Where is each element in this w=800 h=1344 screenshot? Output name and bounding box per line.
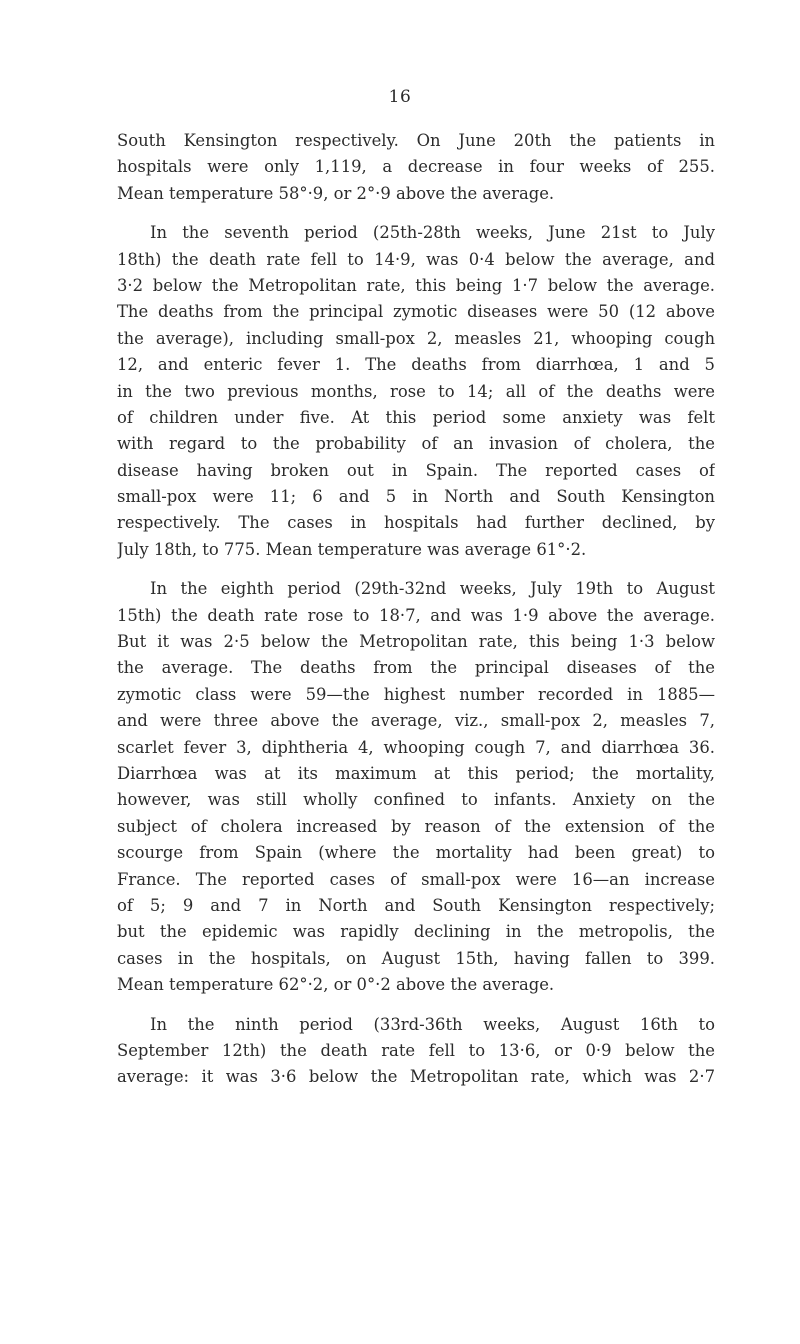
text-line: 3·2 below the Metropolitan rate, this being 1·7 below the average. — [117, 275, 715, 295]
text-line: the average), including small-pox 2, measles 21, whooping cough — [117, 328, 715, 348]
text-line: scarlet fever 3, diphtheria 4, whooping cough 7, and diarrhœa 36. — [117, 737, 715, 757]
text-line: Mean temperature 62°·2, or 0°·2 above the average. — [117, 975, 555, 995]
paragraph-1 — [117, 128, 715, 207]
text-line: In the seventh period (25th-28th weeks, June 21st to July — [150, 223, 715, 243]
text-line: of children under five. At this period some anxiety was felt — [117, 407, 715, 427]
text-line: cases in the hospitals, on August 15th, having fallen to 399. — [117, 948, 715, 968]
text-line: but the epidemic was rapidly declining in the metropolis, the — [117, 922, 715, 942]
text-line: In the eighth period (29th-32nd weeks, July 19th to August — [150, 579, 715, 599]
text-line: subject of cholera increased by reason of the extension of the — [117, 816, 715, 836]
text-line: 15th) the death rate rose to 18·7, and was 1·9 above the average. — [117, 605, 715, 625]
text-line: respectively. The cases in hospitals had further declined, by — [117, 513, 715, 533]
text-line: of 5; 9 and 7 in North and South Kensington respectively; — [117, 895, 715, 915]
text-line: disease having broken out in Spain. The reported cases of — [117, 460, 715, 480]
text-line: with regard to the probability of an invasion of cholera, the — [117, 434, 715, 454]
text-line: In the ninth period (33rd-36th weeks, August 16th to — [150, 1014, 715, 1034]
text-line: September 12th) the death rate fell to 13·6, or 0·9 below the — [117, 1040, 715, 1060]
text-line: 18th) the death rate fell to 14·9, was 0·4 below the average, and — [117, 249, 715, 269]
text-line: Diarrhœa was at its maximum at this period; the mortality, — [117, 763, 715, 783]
text-line: July 18th, to 775. Mean temperature was average 61°·2. — [117, 539, 587, 559]
text-line: scourge from Spain (where the mortality had been great) to — [117, 843, 715, 863]
text-line: South Kensington respectively. On June 20th the patients in — [117, 131, 715, 150]
text-line: small-pox were 11; 6 and 5 in North and South Kensington — [117, 487, 715, 507]
body-text — [117, 128, 715, 1104]
text-line: zymotic class were 59—the highest number recorded in 1885— — [117, 684, 715, 704]
text-line: Mean temperature 58°·9, or 2°·9 above the average. — [117, 183, 555, 203]
paragraph-3 — [117, 576, 715, 998]
text-line: average: it was 3·6 below the Metropolitan rate, which was 2·7 — [117, 1067, 715, 1087]
text-line: But it was 2·5 below the Metropolitan rate, this being 1·3 below — [117, 632, 715, 652]
text-line: however, was still wholly confined to infants. Anxiety on the — [117, 790, 715, 810]
text-line: the average. The deaths from the principal diseases of the — [117, 658, 715, 678]
text-line: 12, and enteric fever 1. The deaths from diarrhœa, 1 and 5 — [117, 355, 715, 375]
text-line: hospitals were only 1,119, a decrease in four weeks of 255. — [117, 157, 715, 177]
paragraph-4 — [117, 1012, 715, 1091]
page-number: 16 — [388, 87, 412, 107]
text-line: The deaths from the principal zymotic diseases were 50 (12 above — [117, 302, 715, 322]
text-line: France. The reported cases of small-pox were 16—an increase — [117, 869, 715, 889]
text-line: in the two previous months, rose to 14; all of the deaths were — [117, 381, 715, 401]
text-line: and were three above the average, viz., small-pox 2, measles 7, — [117, 711, 715, 731]
paragraph-2 — [117, 220, 715, 563]
